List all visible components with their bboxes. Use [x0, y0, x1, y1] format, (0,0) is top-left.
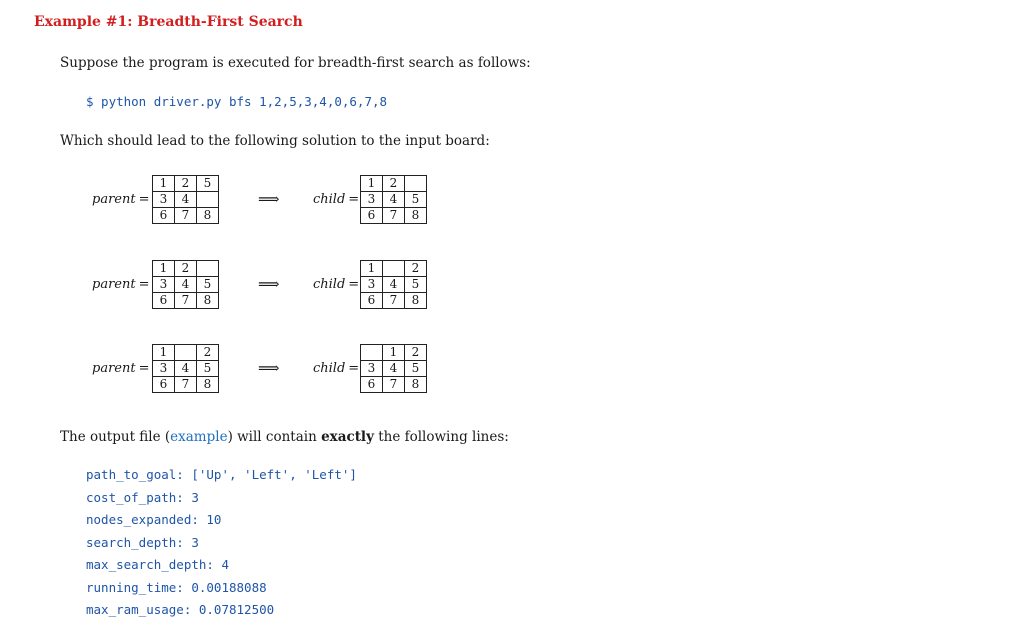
tile: 4 [175, 361, 197, 377]
arrow-2: ⟹ [258, 275, 280, 293]
tile: 1 [153, 345, 175, 361]
tile: 5 [197, 277, 219, 293]
tile: 2 [197, 345, 219, 361]
tile: 2 [383, 176, 405, 192]
child-board-1 [360, 175, 427, 224]
tile: 8 [197, 293, 219, 309]
tile: 4 [383, 192, 405, 208]
board-row [361, 192, 427, 208]
tile: 5 [405, 277, 427, 293]
tile: 6 [361, 208, 383, 224]
tile: 7 [383, 208, 405, 224]
tile: 5 [197, 361, 219, 377]
tile: 8 [405, 208, 427, 224]
board-row [361, 277, 427, 293]
tile: 6 [361, 377, 383, 393]
tile: 7 [175, 208, 197, 224]
board-row [361, 345, 427, 361]
board-row [153, 361, 219, 377]
board-row [153, 261, 219, 277]
parent-board-1 [152, 175, 219, 224]
tile: 5 [405, 192, 427, 208]
child-label-3: child = [313, 361, 360, 376]
tile: 2 [405, 345, 427, 361]
tile: 6 [153, 208, 175, 224]
board-row [361, 377, 427, 393]
blank-tile [405, 176, 427, 192]
tile: 4 [175, 277, 197, 293]
parent-label-3: parent = [92, 361, 150, 376]
arrow-1: ⟹ [258, 190, 280, 208]
tile: 4 [383, 277, 405, 293]
tile: 5 [405, 361, 427, 377]
output-text: The output file (example) will contain exactly the following lines: [60, 429, 509, 445]
page-title: Example #1: Breadth-First Search [34, 14, 303, 30]
board-row [153, 345, 219, 361]
board-row [361, 176, 427, 192]
arrow-3: ⟹ [258, 359, 280, 377]
tile: 2 [175, 176, 197, 192]
board-row [361, 208, 427, 224]
tile: 7 [175, 293, 197, 309]
tile: 5 [197, 176, 219, 192]
child-label-2: child = [313, 277, 360, 292]
tile: 6 [153, 293, 175, 309]
parent-board-3 [152, 344, 219, 393]
example-link[interactable]: example [170, 429, 228, 445]
blank-tile [175, 345, 197, 361]
tile: 1 [383, 345, 405, 361]
board-row [153, 377, 219, 393]
tile: 4 [175, 192, 197, 208]
board-row [153, 208, 219, 224]
board-row [153, 176, 219, 192]
output-line-max-search-depth: max_search_depth: 4 [86, 557, 229, 572]
tile: 8 [197, 208, 219, 224]
tile: 1 [361, 261, 383, 277]
blank-tile [197, 192, 219, 208]
tile: 3 [361, 192, 383, 208]
tile: 2 [175, 261, 197, 277]
board-row [153, 192, 219, 208]
tile: 7 [383, 293, 405, 309]
tile: 7 [175, 377, 197, 393]
tile: 3 [153, 192, 175, 208]
tile: 8 [197, 377, 219, 393]
output-line-nodes-expanded: nodes_expanded: 10 [86, 512, 222, 527]
tile: 1 [153, 176, 175, 192]
tile: 7 [383, 377, 405, 393]
board-row [153, 293, 219, 309]
tile: 1 [361, 176, 383, 192]
tile: 3 [153, 361, 175, 377]
child-label-1: child = [313, 192, 360, 207]
intro-text: Suppose the program is executed for breadth-first search as follows: [60, 55, 531, 71]
tile: 4 [383, 361, 405, 377]
tile: 1 [153, 261, 175, 277]
board-row [361, 261, 427, 277]
parent-board-2 [152, 260, 219, 309]
tile: 6 [153, 377, 175, 393]
child-board-3 [360, 344, 427, 393]
board-row [153, 277, 219, 293]
output-line-search-depth: search_depth: 3 [86, 535, 199, 550]
board-row [361, 361, 427, 377]
output-line-path-to-goal: path_to_goal: ['Up', 'Left', 'Left'] [86, 467, 357, 482]
tile: 8 [405, 377, 427, 393]
blank-tile [197, 261, 219, 277]
command-line: $ python driver.py bfs 1,2,5,3,4,0,6,7,8 [86, 94, 388, 109]
tile: 6 [361, 293, 383, 309]
board-row [361, 293, 427, 309]
output-line-max-ram-usage: max_ram_usage: 0.07812500 [86, 602, 275, 617]
blank-tile [361, 345, 383, 361]
child-board-2 [360, 260, 427, 309]
tile: 8 [405, 293, 427, 309]
tile: 3 [153, 277, 175, 293]
output-line-running-time: running_time: 0.00188088 [86, 580, 267, 595]
parent-label-1: parent = [92, 192, 150, 207]
lead-text: Which should lead to the following solution to the input board: [60, 133, 490, 149]
blank-tile [383, 261, 405, 277]
parent-label-2: parent = [92, 277, 150, 292]
tile: 3 [361, 361, 383, 377]
tile: 2 [405, 261, 427, 277]
output-line-cost-of-path: cost_of_path: 3 [86, 490, 199, 505]
tile: 3 [361, 277, 383, 293]
